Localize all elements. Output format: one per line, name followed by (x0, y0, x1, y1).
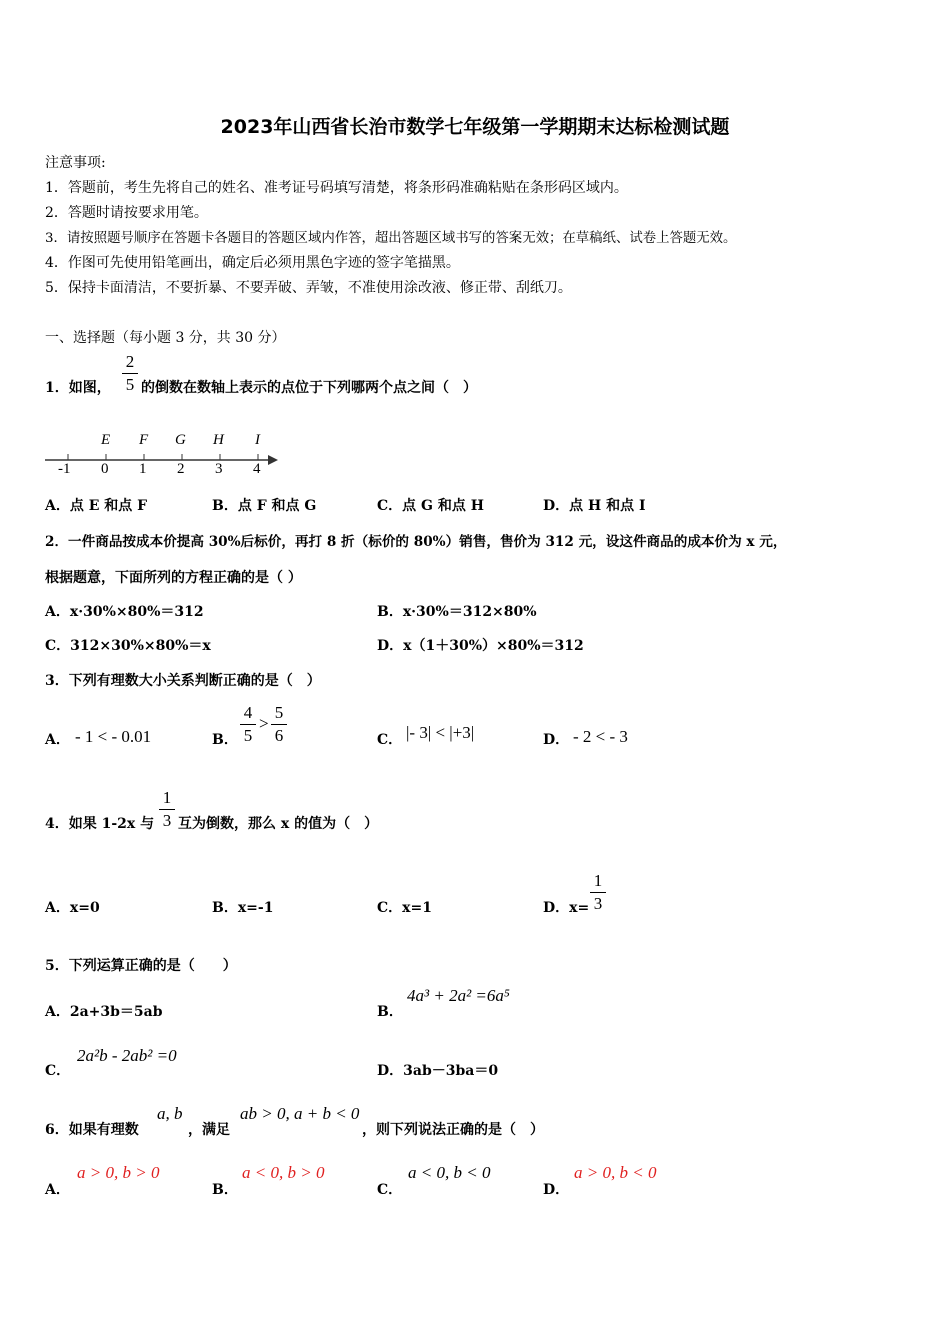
q6-prefix: 6．如果有理数 (45, 1122, 139, 1138)
q4-d-fraction (590, 871, 606, 914)
q2-option-c: C．312×30%×80%＝x (45, 638, 211, 654)
q2-stem-line2: 根据题意，下面所列的方程正确的是（ ） (45, 570, 302, 586)
q6-label-a: A． (45, 1182, 70, 1198)
q1-option-a: A．点 E 和点 F (45, 498, 148, 514)
q3-label-c: C． (377, 732, 403, 748)
tick-label: 0 (101, 461, 109, 477)
q3-expr-a: - 1 < - 0.01 (75, 727, 152, 746)
notice-item-4: 4．作图可先使用铅笔画出，确定后必须用黑色字迹的签字笔描黑。 (45, 255, 460, 271)
tick-label: 1 (139, 461, 147, 477)
section-heading: 一、选择题（每小题 3 分，共 30 分） (45, 330, 286, 346)
q4-fraction (159, 788, 175, 831)
q6-label-d: D． (543, 1182, 570, 1198)
q4-option-d: D．x= (543, 900, 590, 916)
q3-label-a: A． (45, 732, 70, 748)
q6-expr-c: a < 0, b < 0 (408, 1163, 491, 1182)
q1-frac-den: 5 (125, 375, 135, 394)
q4-option-b: B．x=-1 (212, 900, 274, 916)
point-label: F (139, 432, 149, 448)
q2-stem-line1: 2．一件商品按成本价提高 30%后标价，再打 8 折（标价的 80%）销售，售价为 312 元，设这件商品的成本价为 x 元， (45, 534, 787, 550)
q5-stem: 5．下列运算正确的是（ ） (45, 958, 237, 974)
q3-label-b: B． (212, 732, 238, 748)
q1-prefix: 1．如图， (45, 380, 111, 396)
q1-fraction (122, 352, 138, 395)
q4-d-den: 3 (593, 894, 603, 913)
tick-label: 3 (215, 461, 223, 477)
q6-expr-b: a < 0, b > 0 (242, 1163, 325, 1182)
q1-option-d: D．点 H 和点 I (543, 498, 646, 514)
q3-b-den1: 5 (243, 726, 253, 745)
notice-heading: 注意事项: (45, 155, 106, 171)
q4-suffix: 互为倒数，那么 x 的值为（ ） (178, 816, 379, 832)
q3-expr-d: - 2 < - 3 (573, 727, 628, 746)
point-label: E (101, 432, 111, 448)
q6-condition: ab > 0, a + b < 0 (240, 1104, 360, 1123)
q6-vars: a, b (157, 1104, 183, 1123)
q3-stem: 3．下列有理数大小关系判断正确的是（ ） (45, 673, 321, 689)
q1-option-b: B．点 F 和点 G (212, 498, 317, 514)
point-label: G (175, 432, 186, 448)
q2-option-b: B．x·30%＝312×80% (377, 604, 537, 620)
q6-label-c: C． (377, 1182, 403, 1198)
tick-label: 4 (253, 461, 261, 477)
q6-suffix: ，则下列说法正确的是（ ） (362, 1122, 544, 1138)
q3-b-op: > (259, 714, 269, 733)
q5-expr-c: 2a²b - 2ab² =0 (77, 1046, 177, 1065)
q5-option-d: D．3ab－3ba＝0 (377, 1063, 499, 1079)
q4-prefix: 4．如果 1-2x 与 (45, 816, 155, 832)
q4-frac-den: 3 (162, 811, 172, 830)
page-title: 2023年山西省长治市数学七年级第一学期期末达标检测试题 (220, 116, 730, 138)
q6-expr-d: a > 0, b < 0 (574, 1163, 657, 1182)
q5-expr-b: 4a³ + 2a² =6a⁵ (407, 986, 510, 1005)
q3-b-den2: 6 (274, 726, 284, 745)
q6-label-b: B． (212, 1182, 238, 1198)
q3-expr-c: |- 3| < |+3| (406, 723, 475, 742)
tick-label: 2 (177, 461, 185, 477)
q5-label-b: B． (377, 1004, 403, 1020)
q3-b-frac1 (240, 703, 256, 746)
tick-label: -1 (58, 461, 71, 477)
q6-expr-a: a > 0, b > 0 (77, 1163, 160, 1182)
q4-frac-num: 1 (162, 788, 172, 807)
notice-item-2: 2．答题时请按要求用笔。 (45, 205, 208, 221)
notice-item-3: 3．请按照题号顺序在答题卡各题目的答题区域内作答，超出答题区域书写的答案无效；在草稿纸、试卷上答题无效。 (45, 231, 737, 246)
q2-option-d: D．x（1＋30%）×80%＝312 (377, 638, 584, 654)
q3-label-d: D． (543, 732, 570, 748)
q3-b-num1: 4 (243, 703, 253, 722)
q3-b-frac2 (271, 703, 287, 746)
q1-frac-num: 2 (125, 352, 135, 371)
q1-option-c: C．点 G 和点 H (377, 498, 484, 514)
point-label: H (213, 432, 224, 448)
q4-option-c: C．x=1 (377, 900, 432, 916)
q4-d-num: 1 (593, 871, 603, 890)
q3-b-num2: 5 (274, 703, 284, 722)
q2-option-a: A．x·30%×80%＝312 (45, 604, 204, 620)
q4-option-a: A．x=0 (45, 900, 100, 916)
q5-option-a: A．2a+3b＝5ab (45, 1004, 163, 1020)
q5-label-c: C． (45, 1063, 71, 1079)
notice-item-5: 5．保持卡面清洁，不要折暴、不要弄破、弄皱，不准使用涂改液、修正带、刮纸刀。 (45, 280, 572, 296)
q1-suffix: 的倒数在数轴上表示的点位于下列哪两个点之间（ ） (141, 380, 477, 396)
q6-mid: ，满足 (188, 1122, 230, 1138)
point-label: I (255, 432, 260, 448)
notice-item-1: 1．答题前，考生先将自己的姓名、准考证号码填写清楚，将条形码准确粘贴在条形码区域内。 (45, 180, 628, 196)
